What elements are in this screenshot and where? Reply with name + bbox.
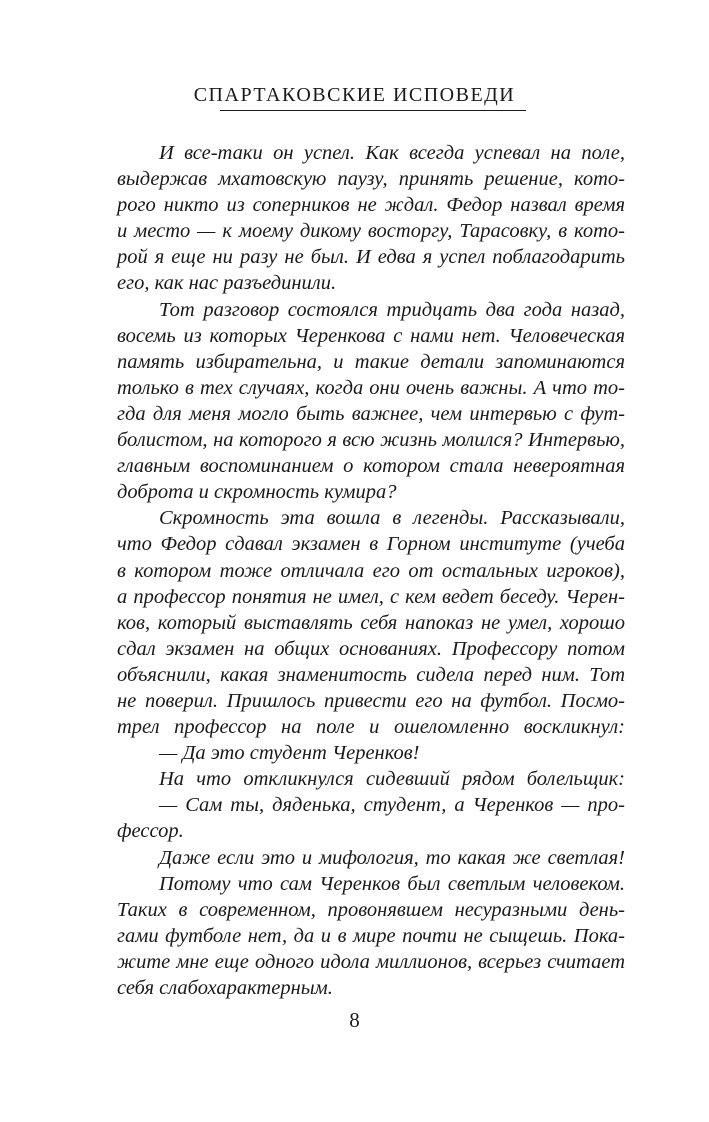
body-text [117, 140, 625, 1001]
text-line: восемь из которых Черенкова с нами нет. Человеческая [117, 324, 625, 347]
text-line: болистом, на которого я всю жизнь молился? Интервью, [117, 429, 625, 452]
text-line: — Сам ты, дяденька, студент, а Черенков — про- [159, 794, 625, 817]
text-line: трел профессор на поле и ошеломленно воскликнул: [117, 716, 625, 739]
text-line: Потому что сам Черенков был светлым человеком. [159, 872, 625, 895]
text-line: рого никто из соперников не ждал. Федор назвал время [117, 194, 625, 217]
text-line: Тот разговор состоялся тридцать два года назад, [159, 298, 625, 321]
running-head-title: СПАРТАКОВСКИЕ ИСПОВЕДИ [193, 84, 516, 106]
running-head-rule [220, 110, 526, 111]
text-line: объяснили, какая знаменитость сидела перед ним. Тот [117, 663, 625, 686]
text-line: гда для меня могло быть важнее, чем интервью с фут- [117, 402, 625, 425]
text-line: память избирательна, и такие детали запоминаются [117, 350, 625, 373]
text-line: доброта и скромность кумира? [117, 481, 397, 504]
text-line: себя слабохарактерным. [117, 977, 333, 999]
text-line: и место — к моему дикому восторгу, Тарасовку, в кото- [117, 220, 625, 243]
text-line: только в тех случаях, когда они очень важны. А что то- [117, 376, 625, 399]
text-line: что Федор сдавал экзамен в Горном институте (учеба [117, 533, 625, 556]
text-line: жите мне еще одного идола миллионов, всерьез считает [117, 950, 625, 973]
text-line: И все-таки он успел. Как всегда успевал на поле, [159, 142, 625, 164]
text-line: выдержав мхатовскую паузу, принять решение, кото- [117, 168, 625, 191]
text-line: — Да это студент Черенков! [159, 742, 420, 765]
text-line: Таких в современном, провонявшем несуразными день- [117, 898, 625, 921]
text-line: ков, который выставлять себя напоказ не умел, хорошо [117, 611, 625, 634]
text-line: его, как нас разъединили. [117, 272, 337, 295]
text-line: фессор. [117, 820, 184, 843]
text-line: рой я еще ни разу не был. И едва я успел поблагодарить [117, 246, 625, 269]
text-line: а профессор понятия не имел, с кем ведет беседу. Черен- [117, 585, 625, 608]
text-line: гами футболе нет, да и в мире почти не сыщешь. Пока- [117, 924, 625, 947]
text-line: Даже если это и мифология, то какая же светлая! [159, 846, 625, 869]
text-line: Скромность эта вошла в легенды. Рассказывали, [159, 507, 625, 530]
text-line: в котором тоже отличала его от остальных игроков), [117, 559, 625, 582]
text-line: не поверил. Пришлось привести его на футбол. Посмо- [117, 689, 625, 712]
text-line: На что откликнулся сидевший рядом болельщик: [159, 768, 625, 791]
page-number: 8 [349, 1008, 360, 1032]
text-line: главным воспоминанием о котором стала невероятная [117, 455, 625, 478]
text-line: сдал экзамен на общих основаниях. Профессору потом [117, 637, 625, 660]
